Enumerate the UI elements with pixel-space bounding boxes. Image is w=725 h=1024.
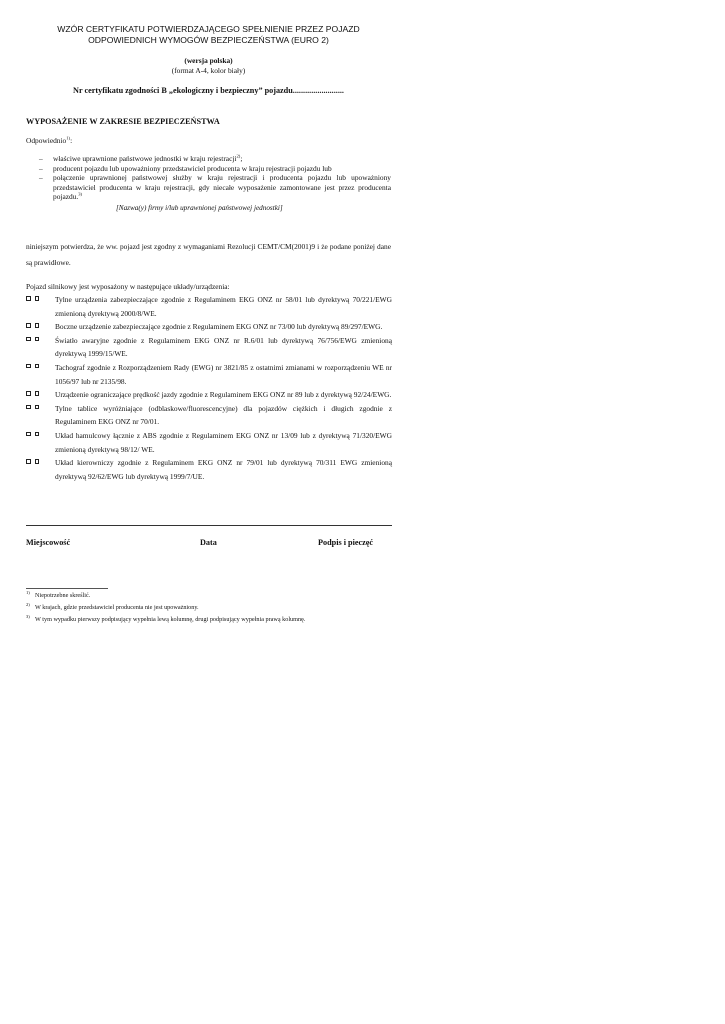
checkbox-left[interactable]: [26, 391, 31, 396]
footnote: [26, 592, 90, 599]
signature-divider: [26, 525, 392, 526]
equipment-text: Tylne urządzenia zabezpieczające zgodnie z Regulaminem EKG ONZ nr 58/01 lub dyrektywą 70/221/EWG zmienioną dyrektywą 2000/8/WE.: [55, 295, 392, 318]
document-title: [26, 24, 391, 46]
footnote-text: Niepotrzebne skreślić.: [35, 592, 91, 599]
signature-date-label: Data: [200, 538, 217, 547]
version-language: (wersja polska): [184, 56, 233, 65]
version-info: [26, 56, 391, 76]
equipment-text: Tachograf zgodnie z Rozporządzeniem Rady (EWG) nr 3821/85 z ostatnimi zmianami w rozporządzeniu WE nr 1056/97 lub nr 2135/98.: [55, 362, 392, 386]
checkbox-right[interactable]: [35, 364, 40, 369]
footnote-ref-1: 1): [66, 135, 71, 141]
checkbox-left[interactable]: [26, 364, 31, 369]
checkbox-right[interactable]: [35, 459, 40, 464]
checkbox-left[interactable]: [26, 337, 31, 342]
footnote: [26, 616, 305, 623]
checkbox-right[interactable]: [35, 337, 40, 342]
checkbox-left[interactable]: [26, 323, 31, 328]
authority-item: – połączenie uprawnionej państwowej służby w kraju rejestracji i producenta pojazdu lub upoważniony przedstawiciel producenta w kraju rejestracji, gdy niecałe wyposażenie zamontowane jest przez producenta pojazdu.$^{3)}$: [39, 173, 391, 202]
section-heading: WYPOSAŻENIE W ZAKRESIE BEZPIECZEŃSTWA: [26, 117, 220, 126]
checkbox-right[interactable]: [35, 405, 40, 410]
checkbox-right[interactable]: [35, 432, 40, 437]
equipment-text: Układ kierowniczy zgodnie z Regulaminem EKG ONZ nr 79/01 lub dyrektywą 70/311 EWG zmienioną dyrektywą 92/62/EWG lub dyrektywą 1999/7/UE.: [55, 458, 392, 481]
equipment-item: [26, 402, 392, 429]
signature-sign-label: Podpis i pieczęć: [318, 538, 374, 547]
equipment-text: Boczne urządzenie zabezpieczające zgodnie z Regulaminem EKG ONZ nr 73/00 lub dyrektywą 89/297/EWG.: [55, 322, 383, 332]
authority-item: – producent pojazdu lub upoważniony przedstawiciel producenta w kraju rejestracji pojazdu lub: [39, 163, 332, 173]
certificate-number: Nr certyfikatu zgodności B „ekologiczny i bezpieczny” pojazdu.........................: [73, 86, 344, 95]
equipment-item: [26, 388, 392, 402]
checkbox-right[interactable]: [35, 391, 40, 396]
equipment-text: Urządzenie ograniczające prędkość jazdy zgodnie z Regulaminem EKG ONZ nr 89 lub z dyrektywą 92/24/EWG.: [55, 390, 392, 400]
equipment-text: Światło awaryjne zgodnie z Regulaminem EKG ONZ nr R.6/01 lub dyrektywą 76/756/EWG zmienioną dyrektywą 1999/15/WE.: [55, 335, 392, 359]
footnote-number: 3): [26, 614, 30, 619]
equipment-list: [26, 293, 392, 483]
confirmation-text: niniejszym potwierdza, że ww. pojazd jest zgodny z wymaganiami Rezolucji CEMT/CM(2001)9 i że podane poniżej dane są prawidłowe.: [26, 242, 391, 267]
checkbox-left[interactable]: [26, 432, 31, 437]
equipment-item: [26, 334, 392, 361]
version-format: (format A-4, kolor biały): [171, 66, 246, 75]
checkbox-left[interactable]: [26, 296, 31, 301]
title-line-1: WZÓR CERTYFIKATU POTWIERDZAJĄCEGO SPEŁNIENIE PRZEZ POJAZD: [57, 24, 360, 34]
equipment-text: Układ hamulcowy łącznie z ABS zgodnie z Regulaminem EKG ONZ nr 13/09 lub z dyrektywą 71/320/EWG zmienioną dyrektywą 98/12/ WE.: [55, 430, 392, 454]
footnote-text: W krajach, gdzie przedstawiciel producenta nie jest upoważniony.: [35, 604, 199, 611]
respectively-line: Odpowiednio$^{1)}$:: [26, 135, 73, 145]
firm-names-placeholder: [Nazwa(y) firmy i/lub uprawnionej państwowej jednostki]: [116, 204, 283, 212]
checkbox-right[interactable]: [35, 323, 40, 328]
authorities-list: [39, 154, 391, 202]
checkbox-left[interactable]: [26, 459, 31, 464]
footnote-number: 1): [26, 590, 30, 595]
footnote-divider: [26, 588, 108, 589]
footnote: [26, 604, 199, 611]
equipment-text: Tylne tablice wyróżniające (odblaskowe/fluorescencyjne) dla pojazdów ciężkich i długich zgodnie z Regulaminem EKG ONZ nr 70/01.: [55, 403, 392, 427]
footnote-text: W tym wypadku pierwszy podpisujący wypełnia lewą kolumnę, drugi podpisujący wypełnia prawą kolumnę.: [35, 616, 306, 623]
checkbox-left[interactable]: [26, 405, 31, 410]
checkbox-right[interactable]: [35, 296, 40, 301]
equipment-item: [26, 293, 392, 320]
signature-place-label: Miejscowość: [26, 538, 71, 547]
equipment-intro: Pojazd silnikowy jest wyposażony w następujące układy/urządzenia:: [26, 282, 230, 291]
authority-item: – właściwe uprawnione państwowe jednostki w kraju rejestracji$^{2)}$;: [39, 153, 243, 163]
equipment-item: [26, 320, 392, 334]
equipment-item: [26, 429, 392, 456]
title-line-2: ODPOWIEDNICH WYMOGÓW BEZPIECZEŃSTWA (EURO 2): [88, 35, 329, 45]
footnote-number: 2): [26, 602, 30, 607]
equipment-item: [26, 456, 392, 483]
respectively-text: Odpowiednio: [26, 136, 67, 145]
equipment-item: [26, 361, 392, 388]
